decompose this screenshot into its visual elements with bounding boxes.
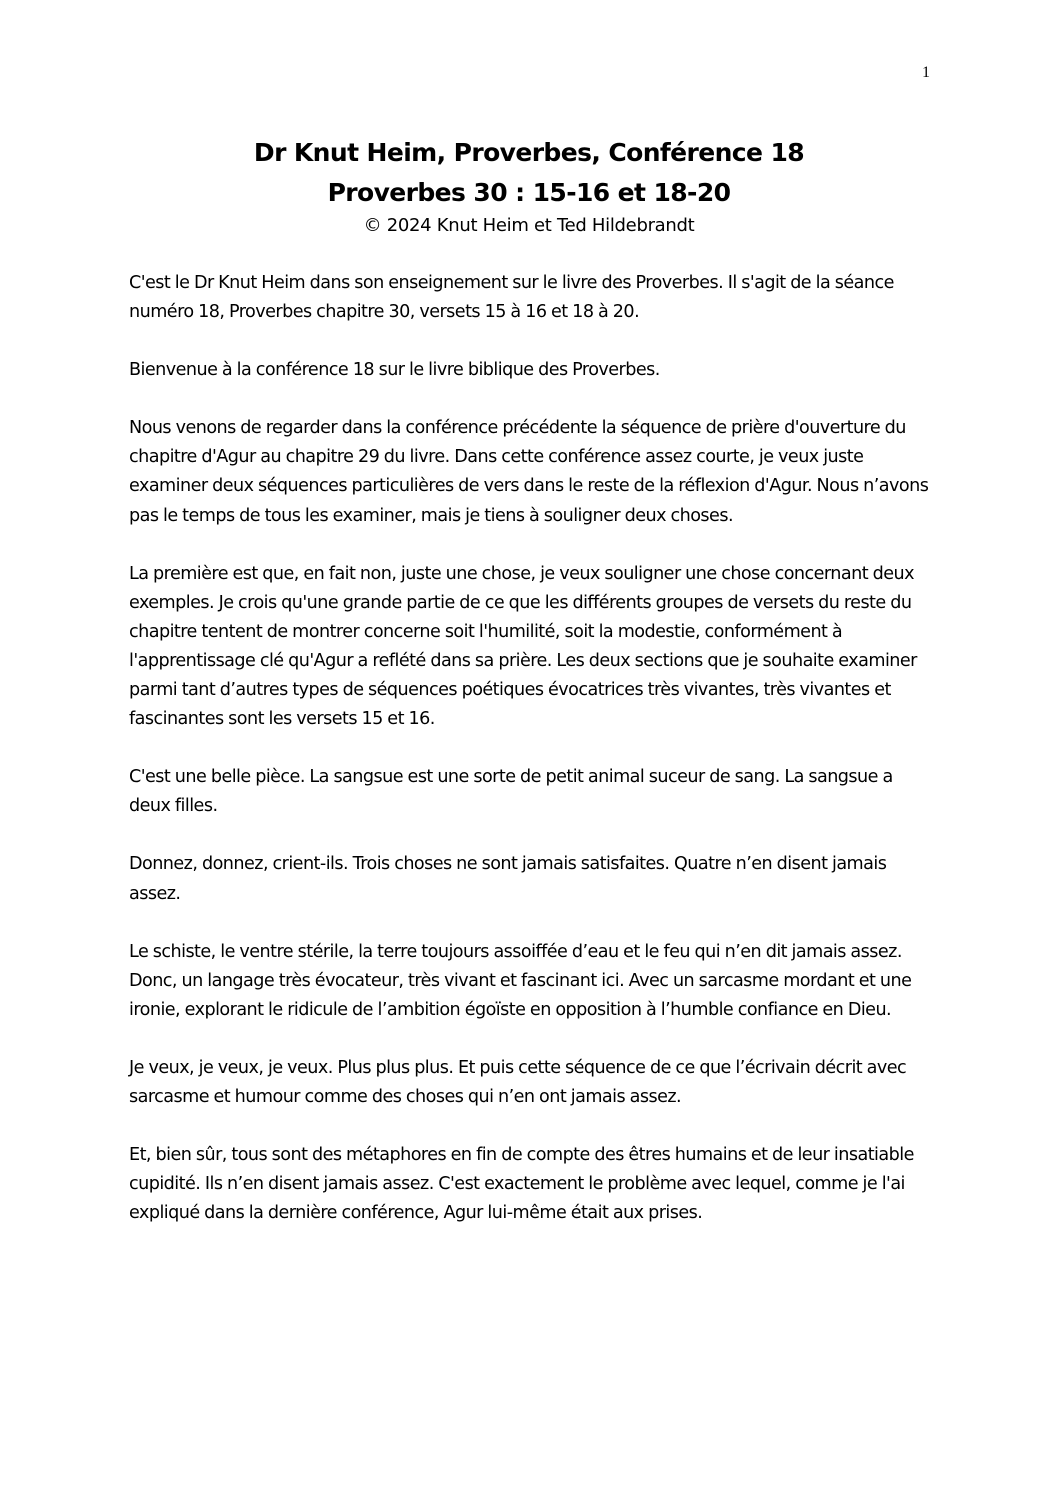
document-header xyxy=(0,133,1058,239)
paragraph-5: C'est une belle pièce. La sangsue est une sorte de petit animal suceur de sang. La sangsue a deux filles. xyxy=(129,767,893,817)
copyright-notice: © 2024 Knut Heim et Ted Hildebrandt xyxy=(363,215,695,236)
paragraph-3: Nous venons de regarder dans la conférence précédente la séquence de prière d'ouverture du chapitre d'Agur au chapitre 29 du livre. Dans cette conférence assez courte, je veux juste examiner deux séquences particulières de vers dans le reste de la réflexion d'Agur. Nous n’avons pas le temps de tous les examiner, mais je tiens à souligner deux choses. xyxy=(129,418,929,526)
paragraph-2: Bienvenue à la conférence 18 sur le livre biblique des Proverbes. xyxy=(129,360,660,381)
page-number: 1 xyxy=(922,64,930,81)
title-line-2: Proverbes 30 : 15-16 et 18-20 xyxy=(327,178,731,207)
paragraph-6: Donnez, donnez, crient-ils. Trois choses ne sont jamais satisfaites. Quatre n’en disent jamais assez. xyxy=(129,854,887,904)
paragraph-8: Je veux, je veux, je veux. Plus plus plus. Et puis cette séquence de ce que l’écrivain décrit avec sarcasme et humour comme des choses qui n’en ont jamais assez. xyxy=(129,1057,907,1107)
paragraph-9: Et, bien sûr, tous sont des métaphores en fin de compte des êtres humains et de leur insatiable cupidité. Ils n’en disent jamais assez. C'est exactement le problème avec lequel, comme je l'ai expliqué dans la dernière conférence, Agur lui-même était aux prises. xyxy=(129,1145,914,1224)
paragraph-7: Le schiste, le ventre stérile, la terre toujours assoiffée d’eau et le feu qui n’en dit jamais assez. Donc, un langage très évocateur, très vivant et fascinant ici. Avec un sarcasme mordant et une ironie, explorant le ridicule de l’ambition égoïste en opposition à l’humble confiance en Dieu. xyxy=(129,941,912,1020)
document-body xyxy=(129,269,929,1257)
paragraph-1: C'est le Dr Knut Heim dans son enseignement sur le livre des Proverbes. Il s'agit de la séance numéro 18, Proverbes chapitre 30, versets 15 à 16 et 18 à 20. xyxy=(129,273,894,323)
title-line-1: Dr Knut Heim, Proverbes, Conférence 18 xyxy=(253,138,805,167)
paragraph-4: La première est que, en fait non, juste une chose, je veux souligner une chose concernant deux exemples. Je crois qu'une grande partie de ce que les différents groupes de versets du reste du chapitre tentent de montrer concerne soit l'humilité, soit la modestie, conformément à l'apprentissage clé qu'Agur a reflété dans sa prière. Les deux sections que je souhaite examiner parmi tant d’autres types de séquences poétiques évocatrices très vivantes, très vivantes et fascinantes sont les versets 15 et 16. xyxy=(129,563,917,730)
